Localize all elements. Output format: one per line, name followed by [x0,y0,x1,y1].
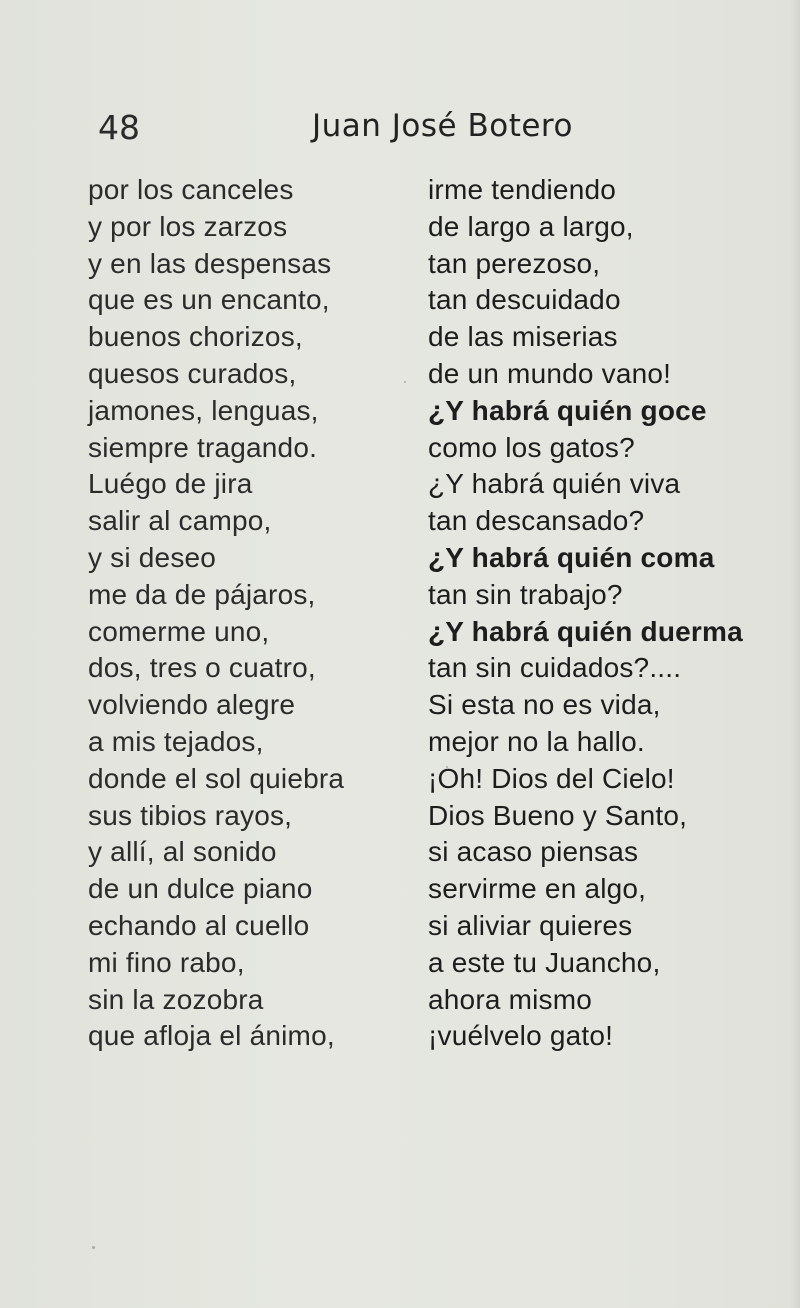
poem-line: de un dulce piano [88,873,313,905]
poem-line: irme tendiendo [428,174,617,205]
poem-line: tan descuidado [428,284,621,316]
page-number: 48 [98,108,140,147]
running-header-author: Juan José Botero [312,108,573,144]
poem-line: de un mundo vano! [428,357,672,389]
poem-line: ¡vuélvelo gato! [428,1020,614,1052]
poem-line: ahora mismo [428,983,593,1015]
poem-line: Dios Bueno y Santo, [428,799,688,831]
poem-left-column [88,172,344,1055]
poem-line: echando al cuello [88,909,310,941]
paper-speck [446,766,448,768]
poem-line: si acaso piensas [428,836,639,868]
poem-line: ¿Y habrá quién coma [428,541,715,573]
poem-line: ¿Y habrá quién duerma [428,615,743,647]
poem-line: tan sin cuidados?.... [428,652,682,684]
poem-line: ¡Oh! Dios del Cielo! [428,762,675,794]
poem-line: servirme en algo, [428,873,647,905]
poem-line: sus tibios rayos, [88,799,293,831]
poem-line: mi fino rabo, [88,946,245,978]
poem-line: ¿Y habrá quién goce [428,394,707,426]
poem-line: me da de pájaros, [88,578,316,610]
poem-line: siempre tragando. [88,431,318,463]
poem-line: donde el sol quiebra [88,762,345,794]
poem-line: y en las despensas [88,247,332,279]
poem-line: tan sin trabajo? [428,578,623,610]
poem-line: volviendo alegre [88,689,296,721]
paper-speck [404,381,406,383]
poem-line: comerme uno, [88,615,270,647]
poem-line: mejor no la hallo. [428,725,645,757]
poem-line: sin la zozobra [88,983,264,1015]
poem-line: como los gatos? [428,431,635,463]
poem-line: Luégo de jira [88,468,253,500]
poem-line: de las miserias [428,321,618,353]
poem-line: por los canceles [88,174,294,205]
page-edge-shadow [790,0,800,1308]
poem-line: a mis tejados, [88,725,264,757]
poem-line: si aliviar quieres [428,909,633,941]
poem-line: tan perezoso, [428,247,601,279]
poem-line: y si deseo [88,541,217,573]
poem-line: que es un encanto, [88,284,330,316]
poem-line: y por los zarzos [88,210,288,242]
poem-line: Si esta no es vida, [428,689,661,721]
paper-speck [92,1246,95,1249]
poem-line: tan descansado? [428,505,645,537]
poem-line: a este tu Juancho, [428,946,661,978]
poem-line: jamones, lenguas, [88,394,319,426]
poem-line: ¿Y habrá quién viva [428,468,681,500]
poem-right-column [428,172,743,1055]
poem-line: buenos chorizos, [88,321,303,353]
poem-line: salir al campo, [88,505,272,537]
poem-line: quesos curados, [88,357,297,389]
poem-line: dos, tres o cuatro, [88,652,316,684]
poem-line: y allí, al sonido [88,836,277,868]
poem-line: que afloja el ánimo, [88,1020,335,1052]
poem-line: de largo a largo, [428,210,634,242]
